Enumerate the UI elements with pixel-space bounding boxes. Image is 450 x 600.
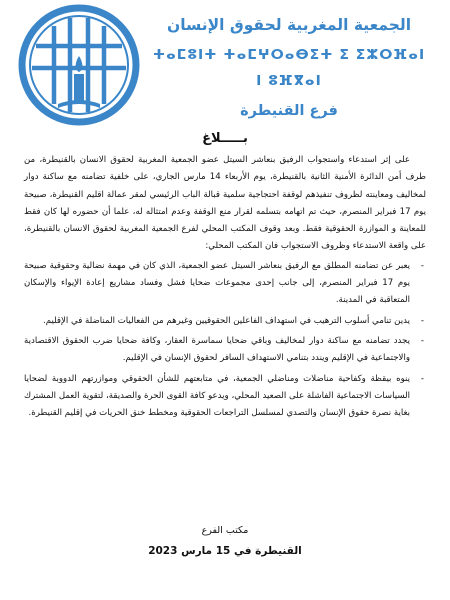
letterhead-titles — [148, 10, 430, 124]
place-date: القنيطرة في 15 مارس 2023 — [148, 545, 302, 557]
letterhead — [18, 4, 430, 129]
org-name-tifinagh: ⵜⴰⵎⵓⵏⵜ ⵜⴰⵎⵖⵔⴰⴱⵉⵜ ⵉ ⵉⵣⵔⴼⴰⵏ ⵏ ⵓⴼⴳⴰⵏ — [152, 47, 426, 89]
intro-paragraph: على إثر استدعاء واستجواب الرفيق بنعاشر السيتل عضو الجمعية المغربية لحقوق الانسان بالقنيطرة، من طرف أمن الدائرة الأمنية الثانية بالقنيطرة، يوم الأربعاء 14 مارس الجاري، على خلفية تضامنه مع ساكنة دوار لمخاليف ومعاينته لظروف تنفيذهم لوقفة احتجاجية سلمية قبالة الباب الرئيسي لمقر عمالة اقليم القنيطرة، صبيحة يوم 17 فبراير المنصرم، حيث تم اتهامه بتسلمه لقرار منع الوقفة وعدم امتثاله له، علما أن حضوره لها كان فقط للمعاينة و الموازرة الحقوقية فقط. وبعد وقوف المكتب المحلي لفرع الجمعية المغربية لحقوق الانسان بالقنيطرة، على واقعة الاستدعاء وظروف الاستجواب فان المكتب المحلي: — [24, 155, 427, 252]
list-item: - يعبر عن تضامنه المطلق مع الرفيق بنعاشر السيتل عضو الجمعية، الذي كان في مهمة نضالية وحقوقية صبيحة يوم 17 فبراير المنصرم، إلى جانب إحدى مجموعات ضحايا فشل وفساد مشاريع إعادة الإيواء والإسكان المتعاقبة في المدينة. — [24, 258, 426, 310]
office-signature: مكتب الفرع — [201, 525, 249, 536]
document-body — [24, 152, 426, 425]
branch-name: فرع القنيطرة — [240, 103, 338, 119]
list-item: - يجدد تضامنه مع ساكنة دوار لمخاليف وباقي ضحايا سماسرة العقار، وكافة ضحايا ضرب الحقوق الاقتصادية والاجتماعية في الإقليم ويندد بتنامي الاستهداف السافر لحقوق الإنسان في الإقليم. — [24, 333, 426, 368]
amdh-logo-icon — [18, 4, 140, 126]
list-item: - ينوه بيقظة وكفاحية مناضلات ومناضلي الجمعية، في متابعتهم للشأن الحقوقي وموازرتهم الدووبة لضحايا السياسات الاجتماعية الفاشلة على الصعيد المحلي، ويدعو كافة القوى الحرة والصديقة، لتقوية العمل المشترك بغاية نصرة حقوق الإنسان والتصدي لمسلسل التراجعات الحقوقية ومخطط خنق الحريات في إقليم القنيطرة. — [24, 371, 426, 423]
list-item: - يدين تنامي أسلوب الترهيب في استهداف الفاعلين الحقوقيين وغيرهم من الفعاليات المناضلة في الإقليم. — [24, 313, 426, 330]
org-name-arabic: الجمعية المغربية لحقوق الإنسان — [166, 16, 412, 34]
signoff — [0, 521, 450, 561]
resolution-list — [24, 258, 426, 423]
announcement-title: بـــــلاغ — [202, 131, 248, 146]
